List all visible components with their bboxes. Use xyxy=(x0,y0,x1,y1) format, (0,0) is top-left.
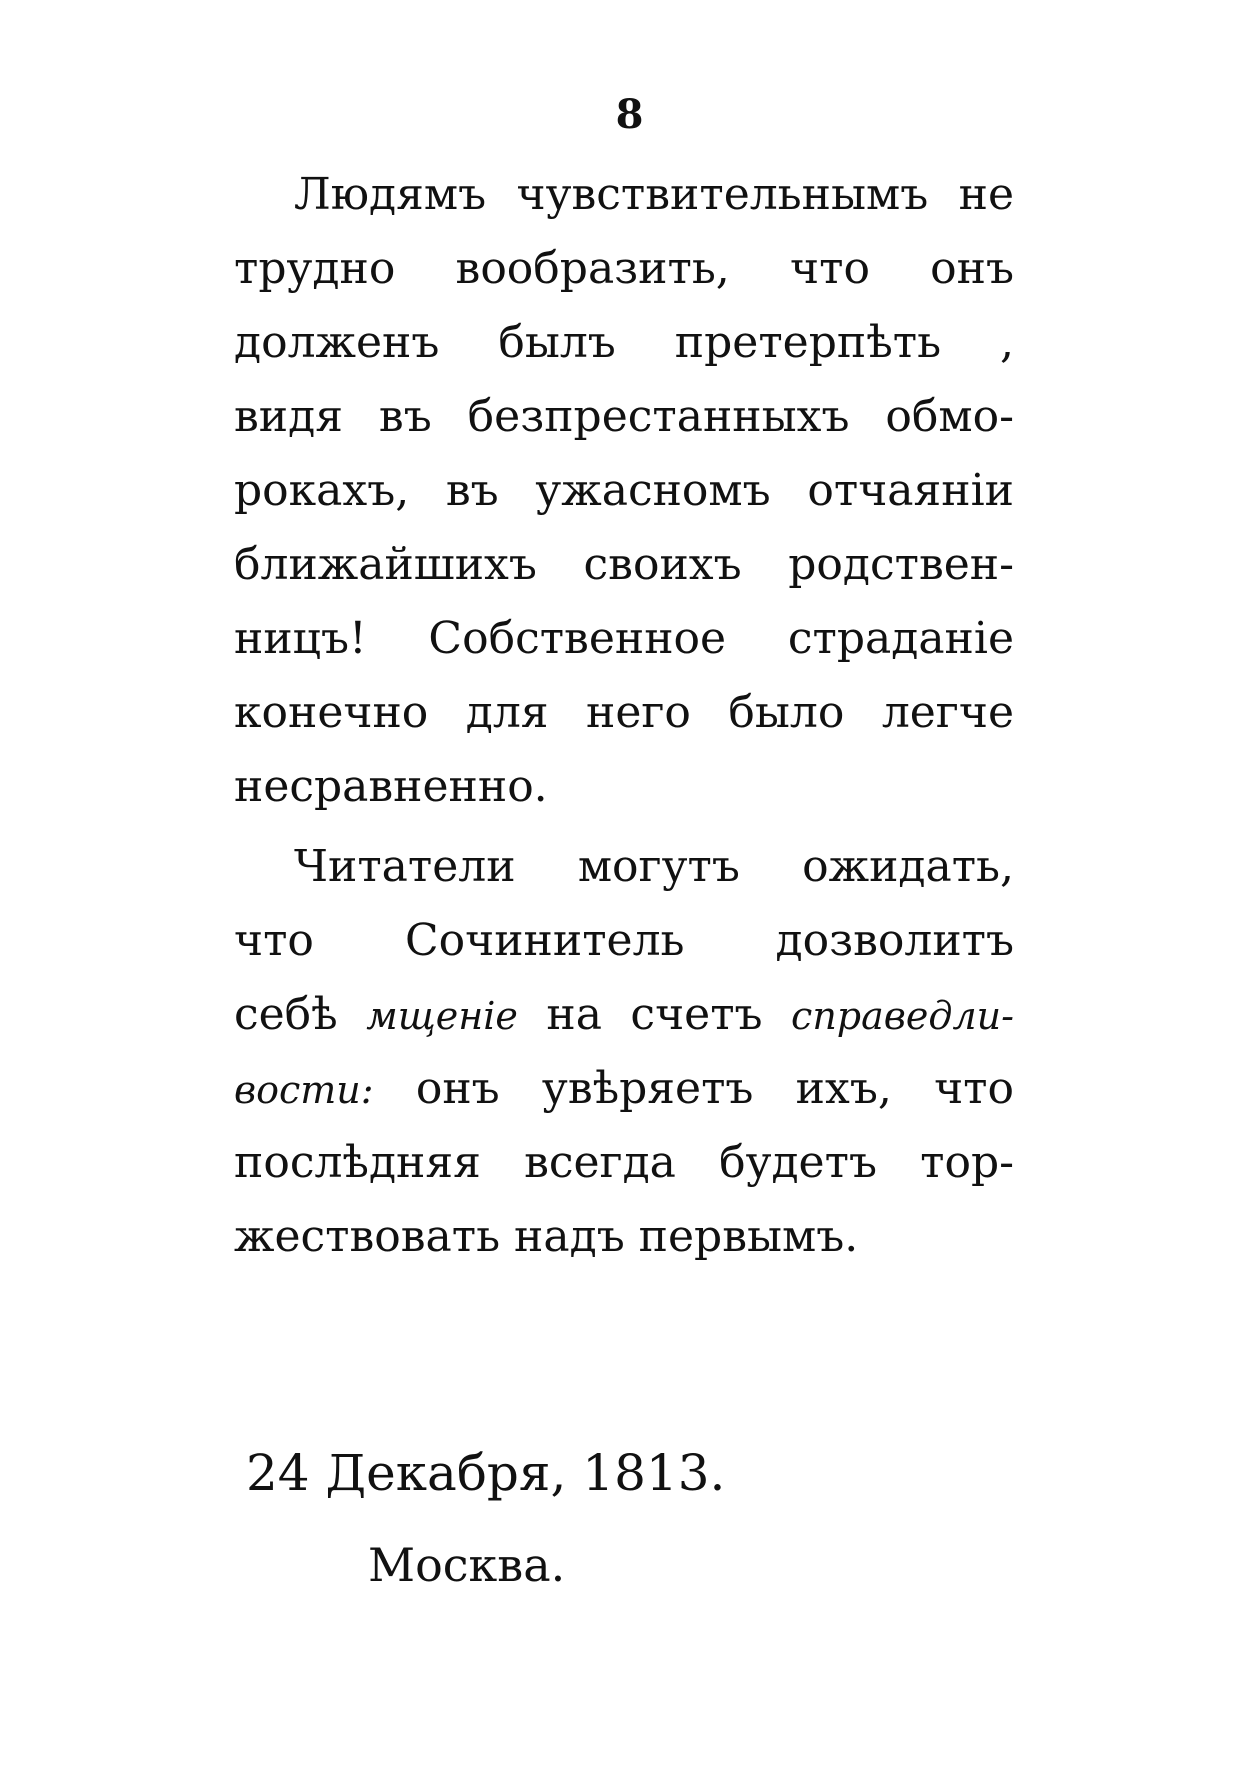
paragraph-2-line-1: Читатели могутъ ожидать, xyxy=(294,841,1014,892)
paragraph-2-line-4-rest: онъ увѣряетъ ихъ, что xyxy=(415,1063,1014,1114)
paragraph-1-line-7: ницъ! Собственное страданіе xyxy=(234,613,1014,664)
paragraph-2-line-5: послѣдняя всегда будетъ тор- xyxy=(234,1137,1014,1188)
paragraph-1-line-1: Людямъ чувствительнымъ не xyxy=(294,169,1014,220)
italic-word-vengeance: мщеніе xyxy=(366,994,518,1038)
paragraph-1 xyxy=(234,158,1014,824)
paragraph-2-line-4 xyxy=(234,1052,1014,1126)
paragraph-2-line-3 xyxy=(234,978,1014,1052)
paragraph-2 xyxy=(234,830,1014,1274)
paragraph-2-line-3-start: себѣ xyxy=(234,989,338,1040)
italic-word-justice-end: вости: xyxy=(234,1068,374,1112)
paragraph-1-line-2: трудно вообразить, что онъ xyxy=(234,243,1014,294)
paragraph-1-line-9: несравненно. xyxy=(234,761,548,812)
place-of-writing: Москва. xyxy=(368,1538,566,1592)
page-number: 8 xyxy=(615,91,644,138)
italic-word-justice-start: справедли- xyxy=(791,994,1014,1038)
paragraph-2-line-2: что Сочинитель дозволитъ xyxy=(234,915,1014,966)
paragraph-1-line-6: ближайшихъ своихъ родствен- xyxy=(234,539,1014,590)
paragraph-1-line-3: долженъ былъ претерпѣть , xyxy=(234,317,1014,368)
paragraph-1-line-8: конечно для него было легче xyxy=(234,687,1014,738)
paragraph-2-line-6: жествовать надъ первымъ. xyxy=(234,1211,859,1262)
paragraph-1-line-5: рокахъ, въ ужасномъ отчаяніи xyxy=(234,465,1014,516)
paragraph-2-line-3-middle: на счетъ xyxy=(546,989,763,1040)
paragraph-1-line-4: видя въ безпрестанныхъ обмо- xyxy=(234,391,1014,442)
dateline: 24 Декабря, 1813. xyxy=(246,1444,726,1502)
